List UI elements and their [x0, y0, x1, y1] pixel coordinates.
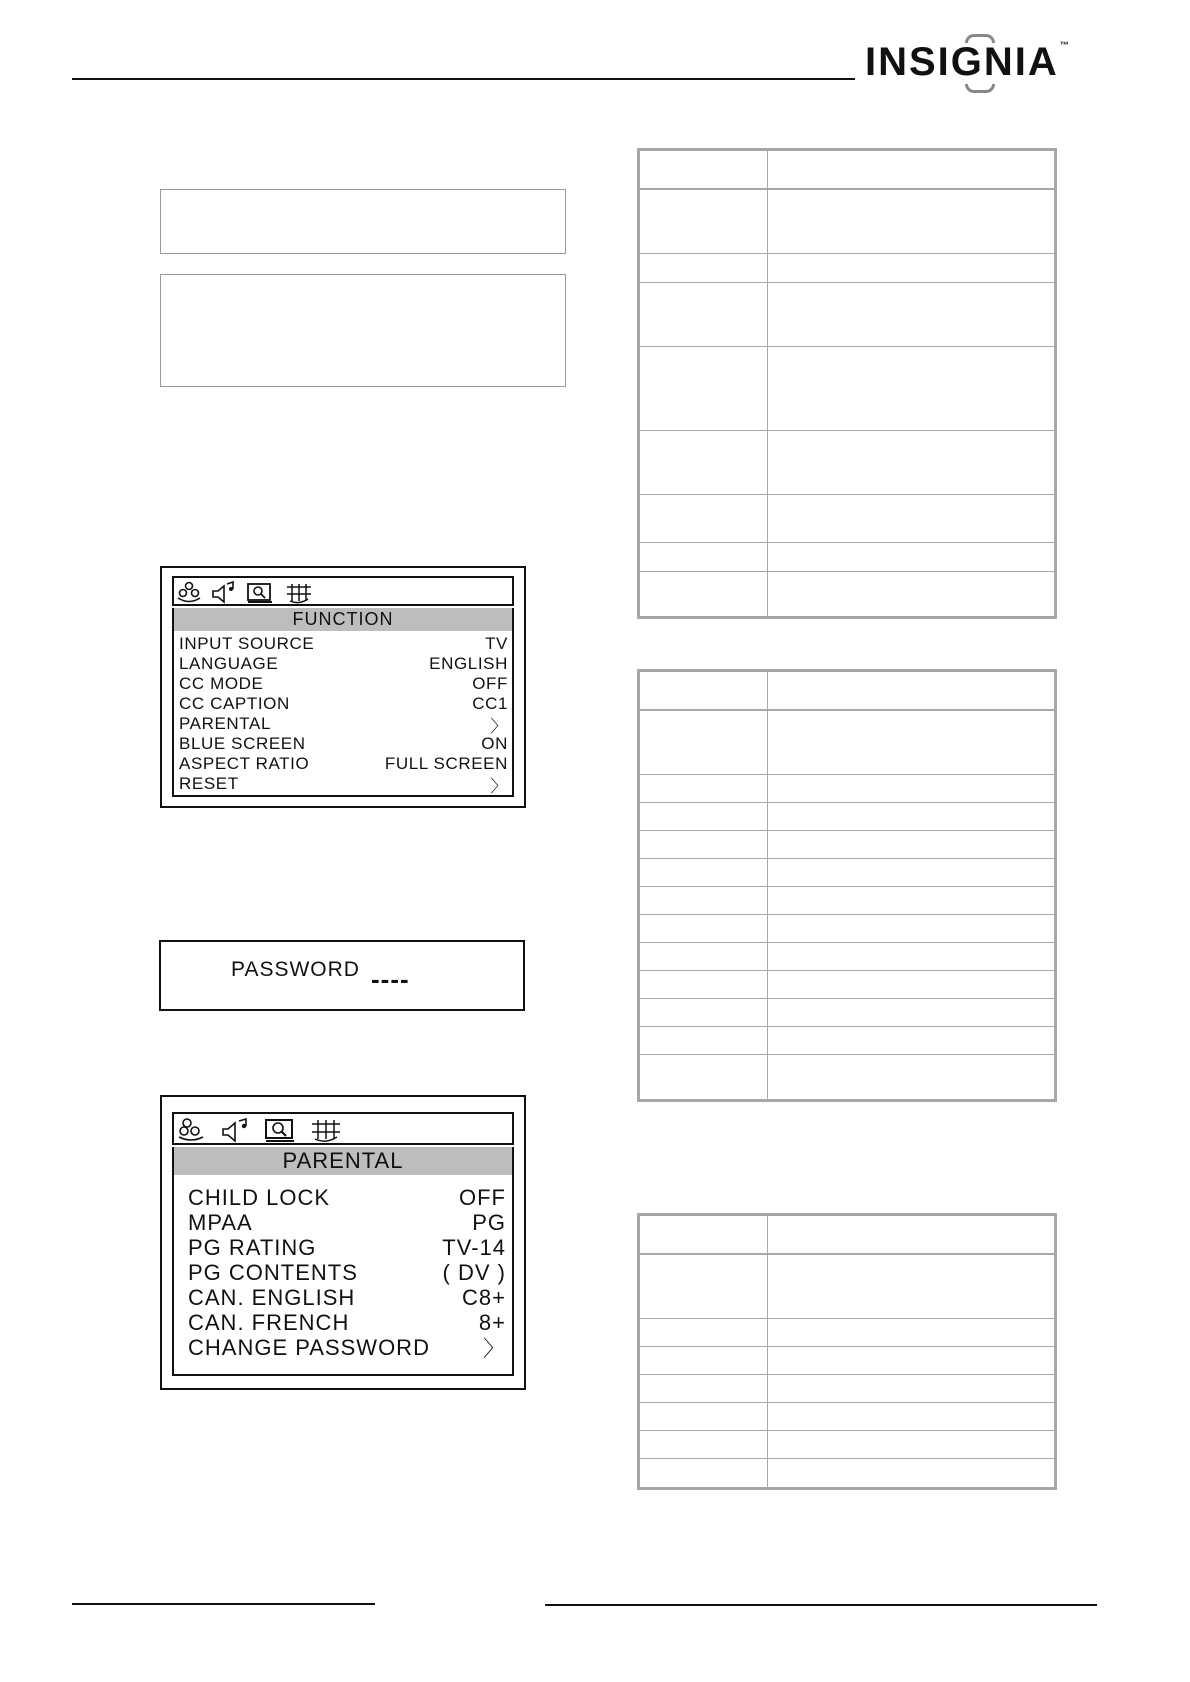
footer-rule — [72, 1603, 375, 1605]
menu-item-label: CC CAPTION — [179, 694, 290, 713]
menu-item-value: PG — [472, 1209, 506, 1235]
menu-item-label: LANGUAGE — [179, 654, 279, 673]
table-header-row — [640, 1216, 1054, 1254]
logo-arc-bottom — [965, 84, 995, 93]
table-row — [640, 346, 1054, 430]
menu-item-value: 8+ — [478, 1309, 506, 1335]
table-row — [640, 494, 1054, 542]
menu-item-blue-screen[interactable] — [179, 734, 508, 754]
speaker-icon[interactable] — [210, 581, 236, 605]
menu-title-bar — [172, 1147, 514, 1175]
menu-item-value: TV-14 — [442, 1234, 506, 1260]
table-row — [640, 970, 1054, 998]
table-1 — [637, 148, 1057, 619]
menu-item-label: CAN. FRENCH — [188, 1309, 350, 1335]
tools-icon[interactable] — [284, 581, 314, 605]
menu-item-label: CC MODE — [179, 674, 264, 693]
menu-item-label: BLUE SCREEN — [179, 734, 306, 753]
menu-item-label: RESET — [179, 774, 239, 793]
logo-arc-top — [965, 34, 995, 43]
password-dialog — [159, 940, 525, 1011]
table-2 — [637, 669, 1057, 1102]
menu-item-label: CHILD LOCK — [188, 1184, 331, 1210]
menu-icon-bar — [172, 576, 514, 606]
menu-item-input-source[interactable] — [179, 634, 508, 654]
table-row — [640, 774, 1054, 802]
speaker-icon[interactable] — [220, 1117, 250, 1143]
menu-item-label: MPAA — [188, 1209, 253, 1235]
menu-item-value: FULL SCREEN — [384, 754, 508, 773]
menu-item-list — [172, 631, 514, 797]
table-row — [640, 189, 1054, 253]
table-row — [640, 886, 1054, 914]
table-row — [640, 282, 1054, 346]
table-row — [640, 998, 1054, 1026]
submenu-arrow-icon: 〉 — [490, 716, 508, 736]
menu-item-mpaa[interactable] — [188, 1210, 506, 1235]
menu-item-cc-mode[interactable] — [179, 674, 508, 694]
menu-item-value: ENGLISH — [429, 654, 508, 673]
menu-item-value: C8+ — [462, 1284, 506, 1310]
menu-item-value: OFF — [472, 674, 508, 693]
menu-item-label: PG RATING — [188, 1234, 317, 1260]
menu-title: PARENTAL — [282, 1148, 404, 1173]
function-menu — [160, 566, 526, 808]
submenu-arrow-icon: 〉 — [490, 776, 508, 796]
table-3 — [637, 1213, 1057, 1490]
table-row — [640, 1402, 1054, 1430]
table-row — [640, 830, 1054, 858]
menu-item-label: ASPECT RATIO — [179, 754, 310, 773]
table-row — [640, 1254, 1054, 1318]
menu-title-bar — [172, 608, 514, 631]
submenu-arrow-icon: 〉 — [482, 1336, 506, 1361]
table-row — [640, 802, 1054, 830]
menu-title: FUNCTION — [292, 609, 394, 629]
menu-item-can-french[interactable] — [188, 1310, 506, 1335]
tools-icon[interactable] — [309, 1117, 343, 1143]
menu-item-pg-rating[interactable] — [188, 1235, 506, 1260]
menu-item-language[interactable] — [179, 654, 508, 674]
table-row — [640, 1430, 1054, 1458]
warning-box — [160, 274, 566, 387]
menu-item-parental[interactable] — [179, 714, 508, 734]
menu-item-value: ON — [481, 734, 508, 753]
menu-item-cc-caption[interactable] — [179, 694, 508, 714]
brand-logo — [865, 40, 1071, 85]
menu-item-reset[interactable] — [179, 774, 508, 794]
password-label: PASSWORD — [231, 958, 360, 981]
picture-icon[interactable] — [246, 581, 274, 605]
header-rule — [72, 78, 855, 80]
table-row — [640, 1318, 1054, 1346]
menu-item-child-lock[interactable] — [188, 1185, 506, 1210]
note-box — [160, 189, 566, 254]
picture-icon[interactable] — [264, 1117, 296, 1144]
settings-icon[interactable] — [177, 1117, 205, 1143]
menu-item-can-english[interactable] — [188, 1285, 506, 1310]
menu-item-label: CHANGE PASSWORD — [188, 1334, 430, 1360]
parental-menu — [160, 1095, 526, 1390]
table-row — [640, 858, 1054, 886]
menu-item-label: PG CONTENTS — [188, 1259, 358, 1285]
menu-item-list — [172, 1175, 514, 1376]
table-header-row — [640, 151, 1054, 189]
menu-icon-bar — [172, 1112, 514, 1145]
settings-icon[interactable] — [176, 581, 202, 605]
menu-item-value: OFF — [459, 1184, 506, 1210]
brand-name: INSIGNIA — [865, 40, 1059, 84]
menu-item-value: ( DV ) — [442, 1259, 506, 1285]
table-row — [640, 542, 1054, 571]
menu-item-value: TV — [485, 634, 508, 653]
menu-item-value: CC1 — [472, 694, 508, 713]
table-row — [640, 1458, 1054, 1487]
table-row — [640, 1026, 1054, 1054]
table-row — [640, 914, 1054, 942]
table-row — [640, 710, 1054, 774]
password-field[interactable]: ---- — [371, 964, 410, 994]
table-row — [640, 253, 1054, 282]
table-row — [640, 1346, 1054, 1374]
table-row — [640, 1054, 1054, 1099]
footer-rule — [545, 1604, 1097, 1606]
table-row — [640, 571, 1054, 616]
table-row — [640, 942, 1054, 970]
table-row — [640, 1374, 1054, 1402]
table-header-row — [640, 672, 1054, 710]
menu-item-label: INPUT SOURCE — [179, 634, 315, 653]
menu-item-label: CAN. ENGLISH — [188, 1284, 356, 1310]
menu-item-aspect-ratio[interactable] — [179, 754, 508, 774]
trademark-symbol: ™ — [1059, 40, 1071, 50]
menu-item-pg-contents[interactable] — [188, 1260, 506, 1285]
menu-item-label: PARENTAL — [179, 714, 272, 733]
table-row — [640, 430, 1054, 494]
menu-item-change-password[interactable] — [188, 1335, 506, 1360]
